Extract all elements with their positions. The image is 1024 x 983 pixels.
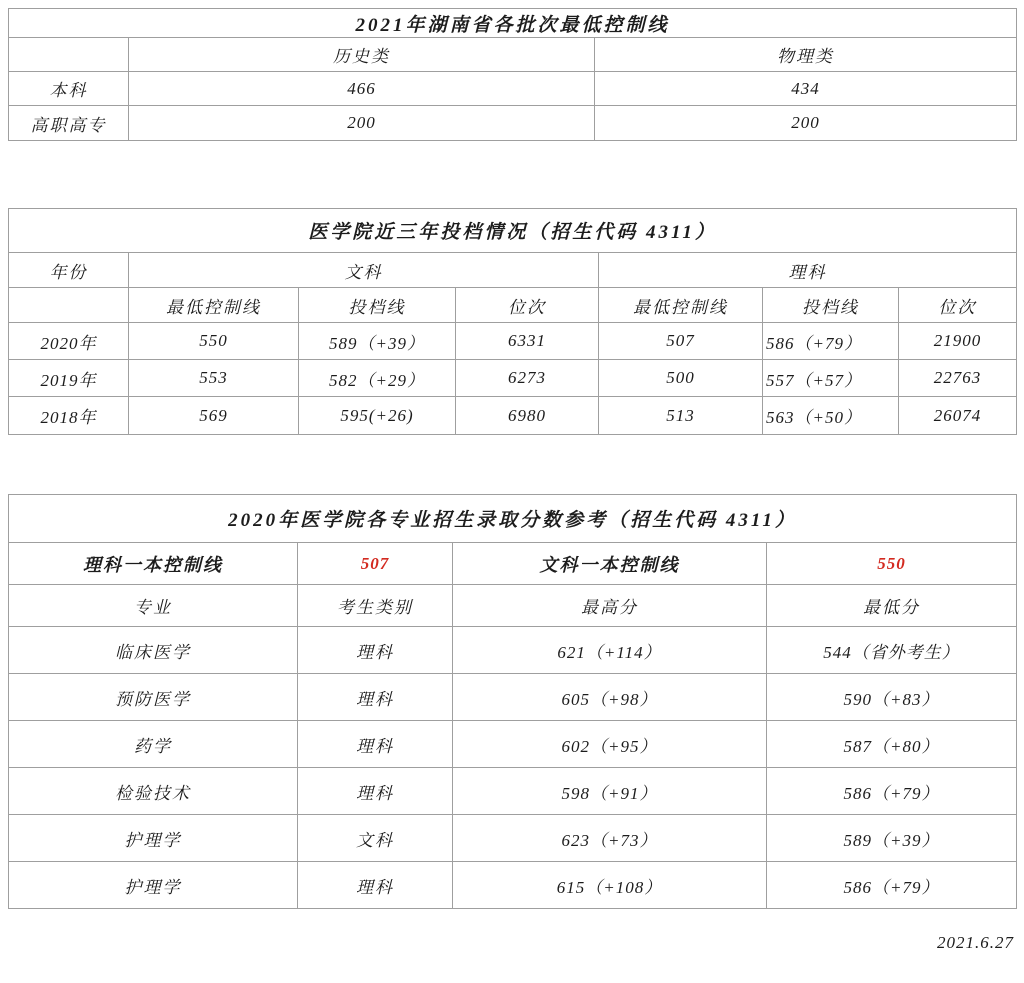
max-score-header: 最高分 xyxy=(453,585,767,627)
table-row xyxy=(9,862,1017,909)
max-score-cell: 605（+98） xyxy=(453,674,767,721)
table-title-row xyxy=(9,209,1017,253)
science-min-line: 513 xyxy=(599,397,763,435)
science-min-line: 507 xyxy=(599,323,763,360)
table-row xyxy=(9,323,1017,360)
three-year-admission-table xyxy=(8,208,1017,435)
liberal-admission-line: 595(+26) xyxy=(299,397,456,435)
table-row xyxy=(9,397,1017,435)
major-cell: 临床医学 xyxy=(9,627,298,674)
major-cell: 检验技术 xyxy=(9,768,298,815)
min-score-cell: 586（+79） xyxy=(767,862,1017,909)
min-score-cell: 544（省外考生） xyxy=(767,627,1017,674)
admission-line-header: 投档线 xyxy=(763,288,899,323)
control-line-row xyxy=(9,543,1017,585)
table-row xyxy=(9,768,1017,815)
liberal-admission-line: 582（+29） xyxy=(299,360,456,397)
science-control-line-value: 507 xyxy=(298,543,453,585)
history-score: 466 xyxy=(129,72,595,106)
admission-line-header: 投档线 xyxy=(299,288,456,323)
empty-cell xyxy=(9,38,129,72)
major-cell: 护理学 xyxy=(9,862,298,909)
batch-label: 本科 xyxy=(9,72,129,106)
major-scores-table xyxy=(8,494,1017,909)
min-control-line-header: 最低控制线 xyxy=(129,288,299,323)
category-cell: 理科 xyxy=(298,768,453,815)
major-header: 专业 xyxy=(9,585,298,627)
min-score-cell: 590（+83） xyxy=(767,674,1017,721)
history-score: 200 xyxy=(129,106,595,141)
group-header-row xyxy=(9,253,1017,288)
rank-header: 位次 xyxy=(456,288,599,323)
table-row xyxy=(9,360,1017,397)
rank-header: 位次 xyxy=(899,288,1017,323)
major-cell: 护理学 xyxy=(9,815,298,862)
science-rank: 26074 xyxy=(899,397,1017,435)
liberal-rank: 6331 xyxy=(456,323,599,360)
history-class-header: 历史类 xyxy=(129,38,595,72)
table-title-row xyxy=(9,9,1017,38)
table-title-row xyxy=(9,495,1017,543)
year-header: 年份 xyxy=(9,253,129,288)
table3-title: 2020年医学院各专业招生录取分数参考（招生代码 4311） xyxy=(9,495,1017,543)
min-score-cell: 587（+80） xyxy=(767,721,1017,768)
sub-header-row xyxy=(9,288,1017,323)
category-cell: 文科 xyxy=(298,815,453,862)
table-row xyxy=(9,627,1017,674)
table-row xyxy=(9,72,1017,106)
category-cell: 理科 xyxy=(298,862,453,909)
control-lines-table xyxy=(8,8,1017,141)
liberal-rank: 6273 xyxy=(456,360,599,397)
liberal-arts-group-header: 文科 xyxy=(129,253,599,288)
table-header-row xyxy=(9,585,1017,627)
table-row xyxy=(9,106,1017,141)
year-cell: 2018年 xyxy=(9,397,129,435)
category-cell: 理科 xyxy=(298,674,453,721)
science-group-header: 理科 xyxy=(599,253,1017,288)
physics-score: 434 xyxy=(595,72,1017,106)
major-cell: 药学 xyxy=(9,721,298,768)
science-admission-line: 586（+79） xyxy=(763,323,899,360)
liberal-control-line-label: 文科一本控制线 xyxy=(453,543,767,585)
table-header-row xyxy=(9,38,1017,72)
science-admission-line: 563（+50） xyxy=(763,397,899,435)
liberal-admission-line: 589（+39） xyxy=(299,323,456,360)
min-score-header: 最低分 xyxy=(767,585,1017,627)
table1-title: 2021年湖南省各批次最低控制线 xyxy=(9,9,1017,38)
table-row xyxy=(9,815,1017,862)
category-cell: 理科 xyxy=(298,721,453,768)
liberal-rank: 6980 xyxy=(456,397,599,435)
year-cell: 2020年 xyxy=(9,323,129,360)
liberal-min-line: 553 xyxy=(129,360,299,397)
table-row xyxy=(9,721,1017,768)
max-score-cell: 623（+73） xyxy=(453,815,767,862)
major-cell: 预防医学 xyxy=(9,674,298,721)
physics-class-header: 物理类 xyxy=(595,38,1017,72)
batch-label: 高职高专 xyxy=(9,106,129,141)
empty-cell xyxy=(9,288,129,323)
min-score-cell: 586（+79） xyxy=(767,768,1017,815)
year-cell: 2019年 xyxy=(9,360,129,397)
candidate-type-header: 考生类别 xyxy=(298,585,453,627)
physics-score: 200 xyxy=(595,106,1017,141)
max-score-cell: 615（+108） xyxy=(453,862,767,909)
liberal-min-line: 550 xyxy=(129,323,299,360)
science-control-line-label: 理科一本控制线 xyxy=(9,543,298,585)
science-min-line: 500 xyxy=(599,360,763,397)
science-admission-line: 557（+57） xyxy=(763,360,899,397)
min-control-line-header: 最低控制线 xyxy=(599,288,763,323)
category-cell: 理科 xyxy=(298,627,453,674)
table2-title: 医学院近三年投档情况（招生代码 4311） xyxy=(9,209,1017,253)
liberal-min-line: 569 xyxy=(129,397,299,435)
table-row xyxy=(9,674,1017,721)
liberal-control-line-value: 550 xyxy=(767,543,1017,585)
science-rank: 22763 xyxy=(899,360,1017,397)
max-score-cell: 602（+95） xyxy=(453,721,767,768)
max-score-cell: 621（+114） xyxy=(453,627,767,674)
min-score-cell: 589（+39） xyxy=(767,815,1017,862)
document-date: 2021.6.27 xyxy=(937,933,1014,952)
max-score-cell: 598（+91） xyxy=(453,768,767,815)
science-rank: 21900 xyxy=(899,323,1017,360)
